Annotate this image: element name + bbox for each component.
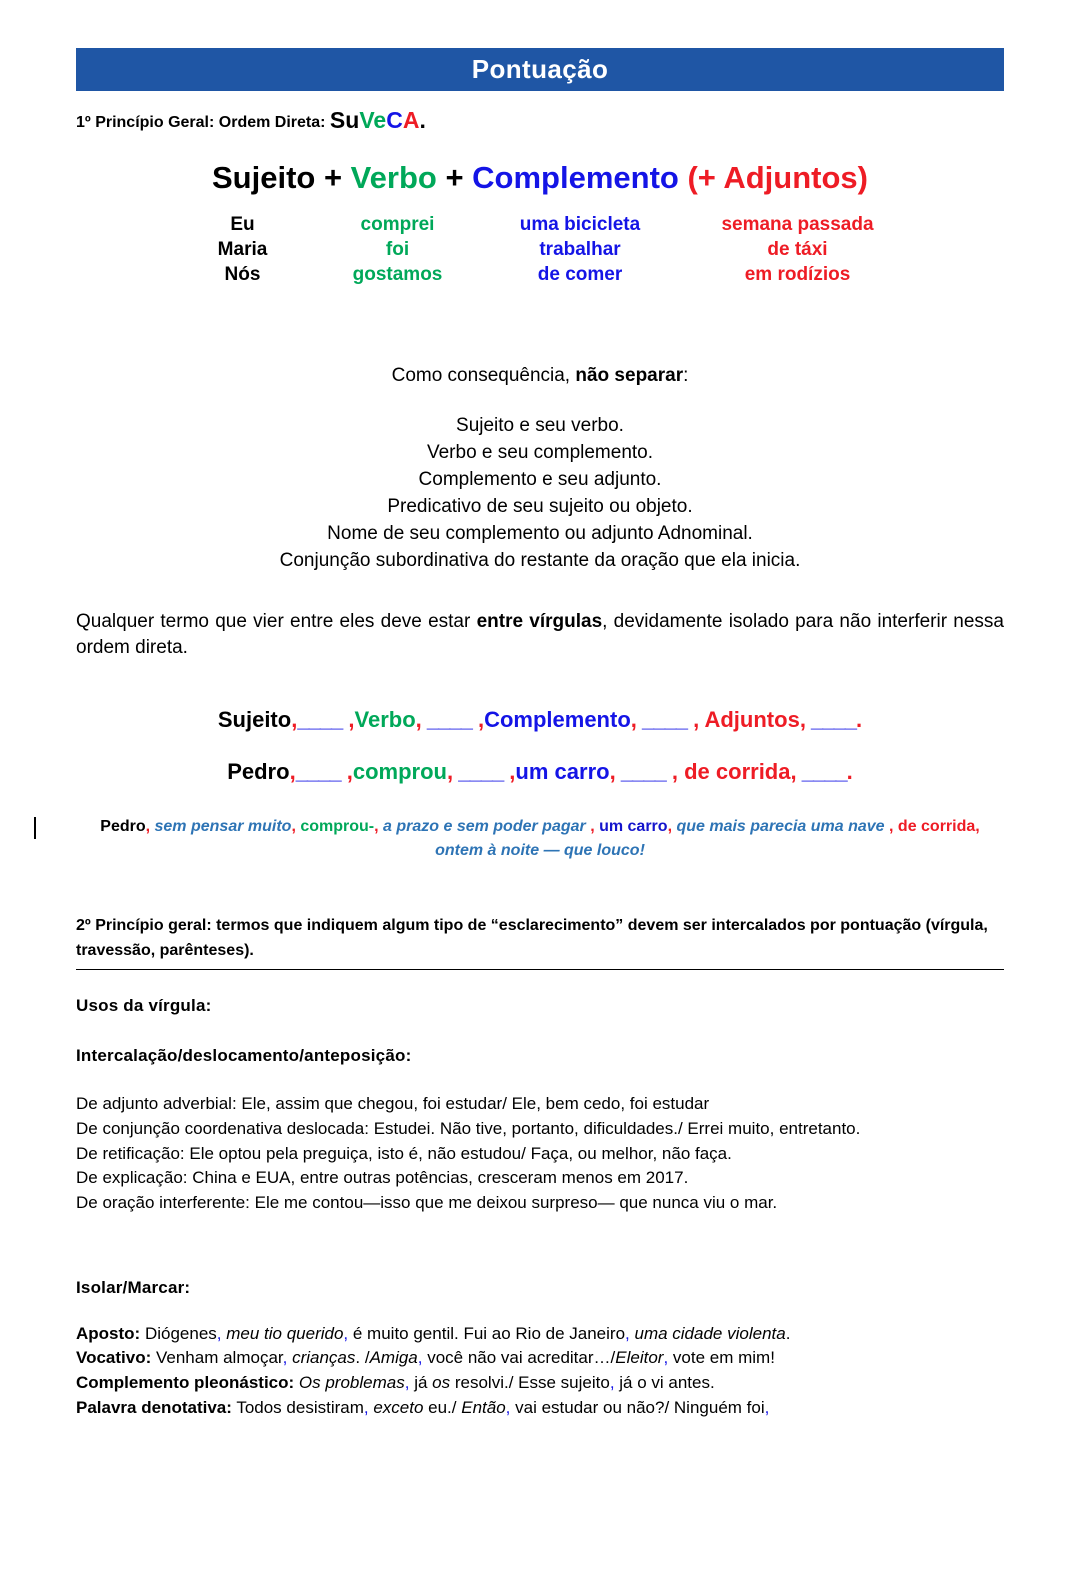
consequence-heading-suffix: : xyxy=(683,365,689,387)
example-cell: trabalhar xyxy=(539,239,621,261)
consequence-item: Complemento e seu adjunto. xyxy=(418,469,662,491)
aposto-i1: meu tio querido xyxy=(221,1323,344,1343)
document-page xyxy=(0,48,1080,1575)
pedro-de-corrida: de corrida xyxy=(893,818,976,836)
aposto-comma-1: , xyxy=(216,1323,222,1343)
pedro-a-prazo: a prazo e sem poder pagar xyxy=(378,818,591,836)
schema-ex-comma-4: , xyxy=(503,759,516,785)
list-item-complemento-pleonastico xyxy=(76,1371,1004,1396)
complemento-i2: os xyxy=(432,1372,451,1392)
list-item: De oração interferente: Ele me contou—isso que me deixou surpreso— que nunca viu o mar. xyxy=(76,1193,778,1213)
list-item: De explicação: China e EUA, entre outras potências, cresceram menos em 2017. xyxy=(76,1168,689,1188)
example-column-complemento xyxy=(478,212,683,287)
pedro-que-mais: que mais parecia uma nave xyxy=(672,818,890,836)
schema-adjuntos: Adjuntos xyxy=(704,707,800,733)
palavra-i2: Então xyxy=(461,1397,506,1417)
vocativo-comma-1: , xyxy=(282,1348,288,1368)
pedro-comprou: comprou- xyxy=(295,818,375,836)
schema-ex-comma-7: , xyxy=(790,759,797,785)
schema-verbo: Verbo xyxy=(354,707,416,733)
aposto-comma-3: , xyxy=(625,1323,630,1343)
schema-example-line xyxy=(76,759,1004,785)
formula-plus-1: + xyxy=(315,160,351,195)
vocativo-i1: crianças xyxy=(287,1348,356,1368)
section-heading-intercalacao: Intercalação/deslocamento/anteposição: xyxy=(76,1046,412,1066)
pedro-word: Pedro xyxy=(100,818,146,836)
acronym-c: C xyxy=(386,107,403,133)
formula-plus-2: + xyxy=(436,160,473,195)
rule-paragraph-part-2: , devidamente isolado para não interferir nessa ordem direta. xyxy=(76,611,1004,659)
section-heading-isolar-marcar: Isolar/Marcar: xyxy=(76,1277,191,1297)
schema-comma-3: , xyxy=(415,707,422,733)
palavra-comma-3: , xyxy=(764,1397,770,1417)
schema-comma-4: , xyxy=(471,707,485,733)
example-cell: de táxi xyxy=(767,239,828,261)
schema-ex-adjuntos: de corrida xyxy=(684,759,791,785)
palavra-label: Palavra denotativa: xyxy=(76,1397,232,1417)
schema-ex-complemento: um carro xyxy=(515,759,610,785)
aposto-t2: é muito gentil. Fui ao Rio de Janeiro xyxy=(348,1323,626,1343)
pedro-comma-5: , xyxy=(667,818,673,836)
schema-comma-1: , xyxy=(291,707,298,733)
list-item: De conjunção coordenativa deslocada: Estudei. Não tive, portanto, dificuldades./ Errei muito, entretanto. xyxy=(76,1119,861,1139)
vocativo-i2: Amiga xyxy=(369,1348,418,1368)
vocativo-i3: Eleitor xyxy=(615,1348,664,1368)
schema-ex-blank-1: ____ xyxy=(295,759,341,785)
consequence-item: Nome de seu complemento ou adjunto Adnominal. xyxy=(327,523,753,545)
consequence-heading-bold: não separar xyxy=(575,365,684,387)
pedro-ontem: ontem à noite — que louco! xyxy=(435,841,645,859)
palavra-t3: vai estudar ou não?/ Ninguém foi xyxy=(510,1397,765,1417)
section-heading-usos-da-virgula: Usos da vírgula: xyxy=(76,996,212,1016)
example-column-sujeito xyxy=(168,212,318,287)
example-cell: em rodízios xyxy=(744,264,851,286)
example-column-adjuntos xyxy=(683,212,913,287)
palavra-t2: eu./ xyxy=(423,1397,462,1417)
pedro-comma-4: , xyxy=(590,818,595,836)
pedro-comma-6: , xyxy=(889,818,894,836)
consequence-list xyxy=(76,413,1004,575)
intercalacao-list xyxy=(76,1092,1004,1215)
schema-blank-3: ____ xyxy=(636,707,687,733)
pedro-comma-3: , xyxy=(374,818,379,836)
pedro-sem-pensar: sem pensar muito xyxy=(150,818,292,836)
pedro-comma-1: , xyxy=(145,818,151,836)
schema-ex-period: . xyxy=(846,759,853,785)
vocativo-t4: vote em mim! xyxy=(668,1348,775,1368)
schema-complemento: Complemento xyxy=(484,707,631,733)
list-item: De adjunto adverbial: Ele, assim que chegou, foi estudar/ Ele, bem cedo, foi estudar xyxy=(76,1094,710,1114)
schema-ex-comma-2: , xyxy=(340,759,353,785)
example-cell: Maria xyxy=(217,239,268,261)
schema-ex-comma-6: , xyxy=(665,759,685,785)
page-title-band xyxy=(76,48,1004,91)
list-item-palavra-denotativa xyxy=(76,1396,1004,1421)
rule-paragraph-part-1: Qualquer termo que vier entre eles deve estar xyxy=(76,611,477,633)
formula-complemento: Complemento xyxy=(472,160,679,195)
aposto-t1: Diógenes xyxy=(140,1323,217,1343)
acronym-period: . xyxy=(419,107,426,133)
vocativo-label: Vocativo: xyxy=(76,1348,152,1368)
consequence-item: Conjunção subordinativa do restante da oração que ela inicia. xyxy=(279,550,801,572)
acronym-su: Su xyxy=(329,107,360,133)
consequence-item: Verbo e seu complemento. xyxy=(426,442,654,464)
vocativo-comma-2: , xyxy=(417,1348,423,1368)
complemento-comma-1: , xyxy=(404,1372,410,1392)
complemento-t1: já xyxy=(409,1372,433,1392)
example-table xyxy=(76,212,1004,287)
example-column-verbo xyxy=(318,212,478,287)
schema-ex-comma-1: , xyxy=(289,759,296,785)
consequence-item: Predicativo de seu sujeito ou objeto. xyxy=(387,496,693,518)
page-title: Pontuação xyxy=(471,54,609,84)
principle-one-line xyxy=(76,107,1004,134)
schema-blank-4: ____ xyxy=(805,707,856,733)
consequence-heading xyxy=(76,365,1004,387)
schema-comma-7: , xyxy=(799,707,806,733)
complemento-label: Complemento pleonástico: xyxy=(76,1372,295,1392)
aposto-i2: uma cidade violenta xyxy=(629,1323,786,1343)
list-item-aposto xyxy=(76,1322,1004,1347)
example-cell: foi xyxy=(385,239,410,261)
example-cell: Eu xyxy=(230,214,255,235)
vocativo-t3: você não vai acreditar…/ xyxy=(422,1348,616,1368)
vocativo-t2: . / xyxy=(355,1348,370,1368)
pedro-comma-2: , xyxy=(291,818,296,836)
example-cell: Nós xyxy=(224,264,261,286)
schema-period: . xyxy=(856,707,863,733)
isolar-list xyxy=(76,1322,1004,1421)
pedro-sentence-example xyxy=(76,815,1004,861)
formula-line xyxy=(76,160,1004,196)
list-item-vocativo xyxy=(76,1346,1004,1371)
schema-ex-verbo: comprou xyxy=(352,759,447,785)
schema-sujeito: Sujeito xyxy=(217,707,292,733)
aposto-t3: . xyxy=(785,1323,791,1343)
formula-sujeito: Sujeito xyxy=(211,160,316,195)
formula-verbo: Verbo xyxy=(350,160,437,195)
schema-ex-blank-3: ____ xyxy=(615,759,666,785)
schema-ex-comma-3: , xyxy=(447,759,454,785)
example-cell: comprei xyxy=(360,214,435,235)
pedro-um-carro: um carro xyxy=(594,818,668,836)
schema-comma-6: , xyxy=(686,707,705,733)
list-item: De retificação: Ele optou pela preguiça, isto é, não estudou/ Faça, ou melhor, não faça. xyxy=(76,1143,732,1163)
principle-one-label: 1º Princípio Geral: Ordem Direta: xyxy=(76,114,326,131)
palavra-comma-2: , xyxy=(505,1397,511,1417)
schema-generic-line xyxy=(76,707,1004,733)
change-bar-mark xyxy=(34,817,36,839)
aposto-comma-2: , xyxy=(343,1323,349,1343)
example-cell: de comer xyxy=(537,264,623,286)
palavra-t1: Todos desistiram xyxy=(231,1397,364,1417)
rule-paragraph-bold: entre vírgulas xyxy=(476,611,603,633)
complemento-comma-2: , xyxy=(609,1372,615,1392)
principle-two-paragraph: 2º Princípio geral: termos que indiquem algum tipo de “esclarecimento” devem ser intercalados por pontuação (vírgula, travessão, parênteses). xyxy=(76,914,1004,971)
acronym-a: A xyxy=(402,107,420,133)
schema-ex-comma-5: , xyxy=(609,759,616,785)
vocativo-comma-3: , xyxy=(663,1348,669,1368)
example-cell: gostamos xyxy=(352,264,443,286)
complemento-t2: resolvi./ Esse sujeito xyxy=(450,1372,610,1392)
schema-ex-blank-2: ____ xyxy=(453,759,504,785)
example-cell: uma bicicleta xyxy=(519,214,641,235)
complemento-t3: já o vi antes. xyxy=(614,1372,715,1392)
complemento-i1: Os problemas xyxy=(294,1372,405,1392)
consequence-heading-prefix: Como consequência, xyxy=(391,365,576,387)
vocativo-t1: Venham almoçar xyxy=(151,1348,283,1368)
schema-ex-blank-4: ____ xyxy=(796,759,847,785)
palavra-i1: exceto xyxy=(368,1397,424,1417)
aposto-label: Aposto: xyxy=(76,1323,141,1343)
schema-ex-sujeito: Pedro xyxy=(227,759,290,785)
schema-comma-5: , xyxy=(630,707,637,733)
acronym-ve: Ve xyxy=(359,107,387,133)
pedro-comma-7: , xyxy=(975,818,980,836)
rule-paragraph xyxy=(76,609,1004,661)
schema-blank-1: ____ xyxy=(297,707,343,733)
schema-comma-2: , xyxy=(342,707,355,733)
palavra-comma-1: , xyxy=(363,1397,369,1417)
formula-adjuntos: (+ Adjuntos) xyxy=(678,160,868,195)
schema-blank-2: ____ xyxy=(421,707,472,733)
example-cell: semana passada xyxy=(721,214,874,235)
consequence-item: Sujeito e seu verbo. xyxy=(456,415,624,437)
